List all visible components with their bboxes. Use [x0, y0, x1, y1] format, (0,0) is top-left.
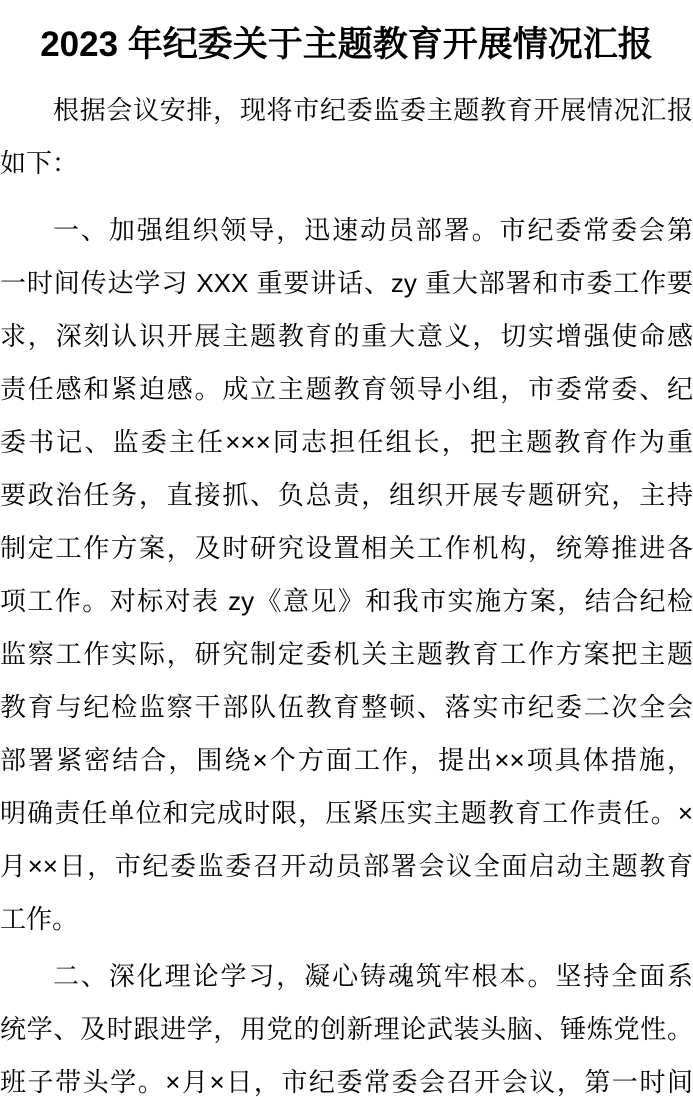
text-line: 二、深化理论学习，凝心铸魂筑牢根本。坚持全面系 — [53, 961, 693, 991]
text-line: 部署紧密结合，围绕×个方面工作，提出××项具体措施， — [0, 745, 693, 775]
text-line: 制定工作方案，及时研究设置相关工作机构，统筹推进各 — [0, 533, 693, 563]
text-line: 月××日，市纪委监委召开动员部署会议全面启动主题教育 — [0, 851, 693, 881]
text-line: 责任感和紧迫感。成立主题教育领导小组，市委常委、纪 — [0, 374, 693, 404]
text-line: 工作。 — [0, 904, 79, 934]
text-line: 如下： — [0, 148, 79, 178]
paragraph-sec1 — [0, 204, 693, 946]
paragraph-intro — [0, 84, 693, 190]
paragraph-sec2 — [0, 950, 693, 1097]
text-line: 求，深刻认识开展主题教育的重大意义，切实增强使命感 — [0, 321, 693, 351]
text-line: 一、加强组织领导，迅速动员部署。市纪委常委会第 — [53, 215, 693, 245]
text-line: 根据会议安排，现将市纪委监委主题教育开展情况汇报 — [53, 95, 693, 125]
text-line: 班子带头学。×月×日，市纪委常委会召开会议，第一时间 — [0, 1067, 693, 1097]
text-line: 一时间传达学习 XXX 重要讲话、zy 重大部署和市委工作要 — [0, 268, 693, 298]
text-line: 要政治任务，直接抓、负总责，组织开展专题研究，主持 — [0, 480, 693, 510]
text-line: 监察工作实际，研究制定委机关主题教育工作方案把主题 — [0, 639, 693, 669]
text-line: 教育与纪检监察干部队伍教育整顿、落实市纪委二次全会 — [0, 692, 693, 722]
text-line: 明确责任单位和完成时限，压紧压实主题教育工作责任。× — [0, 798, 693, 828]
text-line: 项工作。对标对表 zy《意见》和我市实施方案，结合纪检 — [0, 586, 693, 616]
document-body — [0, 84, 693, 1097]
text-line: 统学、及时跟进学，用党的创新理论武装头脑、锤炼党性。 — [0, 1014, 693, 1044]
document-title: 2023 年纪委关于主题教育开展情况汇报 — [40, 25, 653, 64]
text-line: 委书记、监委主任×××同志担任组长，把主题教育作为重 — [0, 427, 693, 457]
